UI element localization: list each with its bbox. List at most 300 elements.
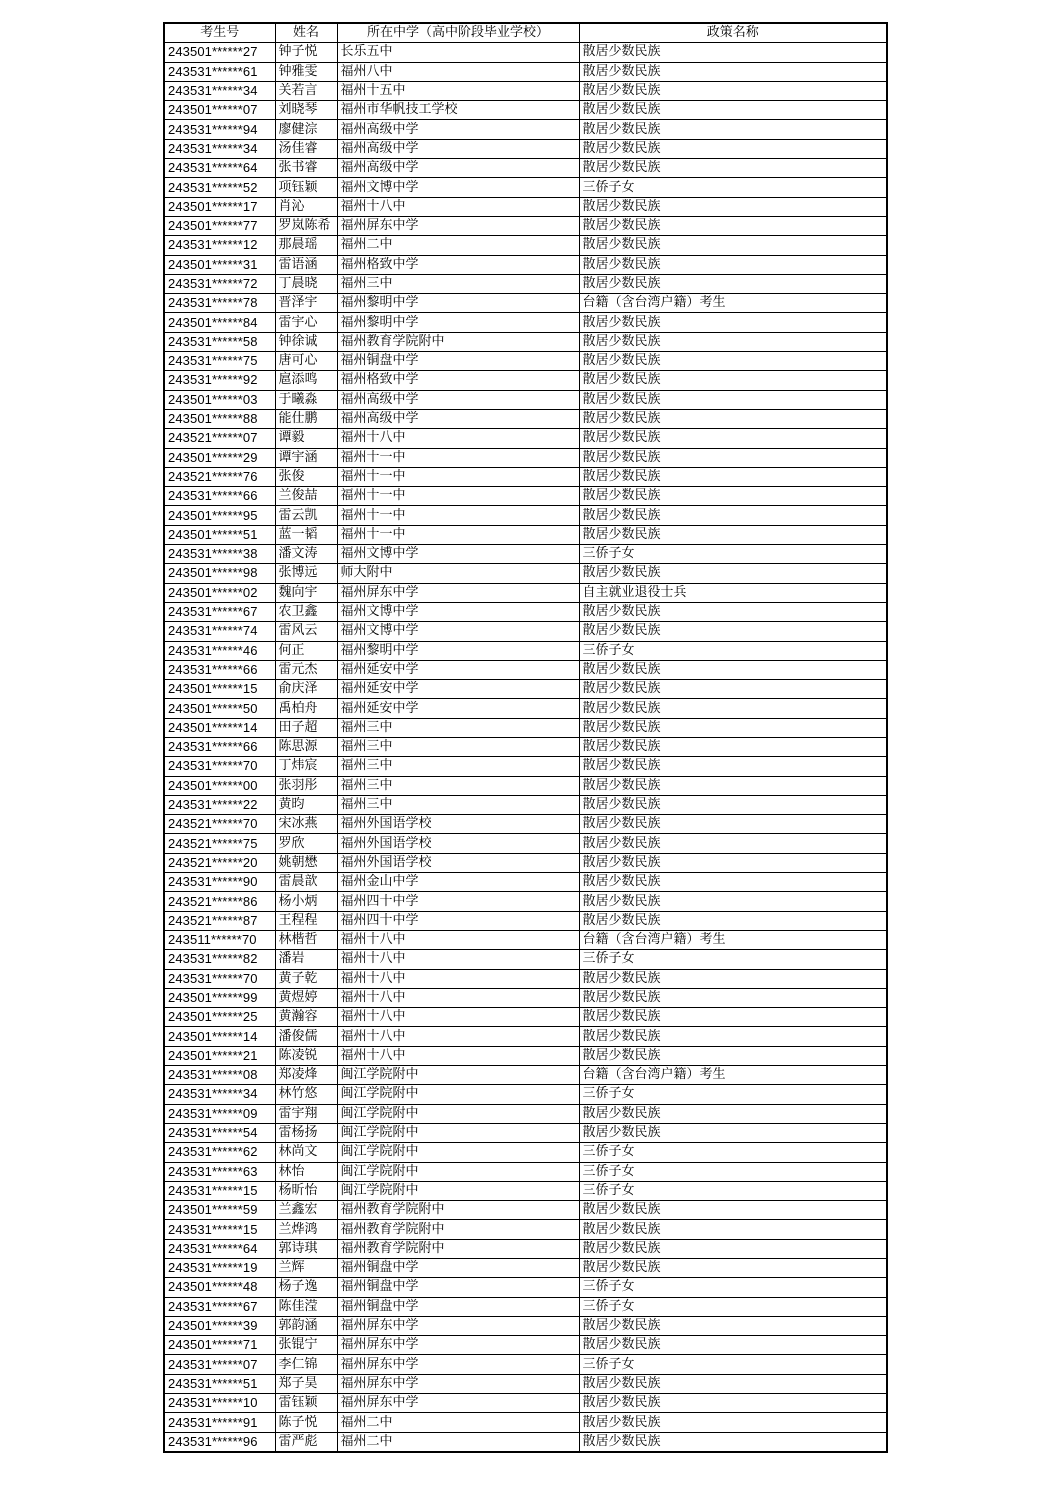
cell-policy: 散居少数民族 [579,1432,887,1452]
cell-school: 福州高级中学 [337,390,579,409]
cell-student-name: 农卫鑫 [275,602,337,621]
cell-policy: 散居少数民族 [579,216,887,235]
cell-school: 福州二中 [337,236,579,255]
cell-student-name: 关若言 [275,81,337,100]
cell-school: 福州四十中学 [337,911,579,930]
cell-student-name: 陈凌锐 [275,1046,337,1065]
cell-exam-id: 243531******91 [164,1413,275,1432]
cell-exam-id: 243501******00 [164,776,275,795]
cell-school: 福州十一中 [337,448,579,467]
table-row [164,602,887,621]
cell-policy: 散居少数民族 [579,622,887,641]
cell-school: 福州屏东中学 [337,1374,579,1393]
cell-school: 长乐五中 [337,43,579,62]
cell-school: 福州二中 [337,1413,579,1432]
table-row [164,1143,887,1162]
cell-exam-id: 243501******31 [164,255,275,274]
cell-exam-id: 243531******75 [164,352,275,371]
cell-exam-id: 243501******71 [164,1336,275,1355]
cell-policy: 散居少数民族 [579,1336,887,1355]
cell-school: 福州教育学院附中 [337,1201,579,1220]
table-row [164,409,887,428]
cell-student-name: 雷元杰 [275,660,337,679]
cell-exam-id: 243501******29 [164,448,275,467]
table-row [164,1239,887,1258]
cell-policy: 散居少数民族 [579,737,887,756]
cell-student-name: 能仕鹏 [275,409,337,428]
cell-exam-id: 243531******63 [164,1162,275,1181]
cell-exam-id: 243521******86 [164,892,275,911]
cell-policy: 散居少数民族 [579,988,887,1007]
cell-exam-id: 243531******10 [164,1394,275,1413]
cell-school: 闽江学院附中 [337,1104,579,1123]
cell-exam-id: 243531******34 [164,81,275,100]
table-row [164,1027,887,1046]
cell-school: 福州外国语学校 [337,815,579,834]
cell-student-name: 何正 [275,641,337,660]
table-row [164,583,887,602]
cell-policy: 散居少数民族 [579,43,887,62]
table-row [164,1104,887,1123]
cell-school: 福州教育学院附中 [337,1220,579,1239]
cell-student-name: 丁晨晓 [275,274,337,293]
cell-policy: 散居少数民族 [579,409,887,428]
cell-school: 闽江学院附中 [337,1181,579,1200]
cell-exam-id: 243501******39 [164,1316,275,1335]
cell-student-name: 张俊 [275,467,337,486]
cell-exam-id: 243531******07 [164,1355,275,1374]
table-row [164,120,887,139]
table-row [164,1201,887,1220]
cell-exam-id: 243531******08 [164,1066,275,1085]
cell-policy: 散居少数民族 [579,602,887,621]
cell-student-name: 林竹悠 [275,1085,337,1104]
cell-exam-id: 243511******70 [164,930,275,949]
cell-policy: 散居少数民族 [579,815,887,834]
cell-school: 福州金山中学 [337,873,579,892]
cell-exam-id: 243501******84 [164,313,275,332]
cell-exam-id: 243501******03 [164,390,275,409]
cell-student-name: 钟子悦 [275,43,337,62]
cell-school: 福州黎明中学 [337,313,579,332]
cell-exam-id: 243531******70 [164,757,275,776]
table-row [164,1278,887,1297]
cell-exam-id: 243531******34 [164,139,275,158]
cell-exam-id: 243501******25 [164,1008,275,1027]
table-row [164,718,887,737]
cell-policy: 散居少数民族 [579,776,887,795]
cell-student-name: 杨小炳 [275,892,337,911]
cell-exam-id: 243531******67 [164,602,275,621]
table-row [164,737,887,756]
cell-exam-id: 243531******12 [164,236,275,255]
cell-exam-id: 243531******54 [164,1123,275,1142]
table-row [164,1394,887,1413]
cell-policy: 散居少数民族 [579,274,887,293]
cell-policy: 散居少数民族 [579,911,887,930]
cell-school: 福州文博中学 [337,178,579,197]
cell-student-name: 兰鑫宏 [275,1201,337,1220]
cell-policy: 散居少数民族 [579,101,887,120]
table-row [164,101,887,120]
cell-exam-id: 243531******66 [164,660,275,679]
cell-exam-id: 243501******17 [164,197,275,216]
cell-exam-id: 243501******99 [164,988,275,1007]
table-row [164,313,887,332]
cell-exam-id: 243531******64 [164,159,275,178]
table-body [164,43,887,1452]
cell-policy: 三侨子女 [579,178,887,197]
cell-school: 福州文博中学 [337,622,579,641]
table-row [164,255,887,274]
table-row [164,641,887,660]
table-row [164,62,887,81]
cell-school: 福州高级中学 [337,139,579,158]
table-row [164,43,887,62]
cell-policy: 台籍（含台湾户籍）考生 [579,930,887,949]
cell-exam-id: 243531******90 [164,873,275,892]
cell-school: 福州二中 [337,1432,579,1452]
cell-school: 闽江学院附中 [337,1066,579,1085]
cell-policy: 散居少数民族 [579,1008,887,1027]
cell-exam-id: 243531******62 [164,1143,275,1162]
cell-school: 福州十八中 [337,930,579,949]
cell-school: 福州三中 [337,737,579,756]
cell-student-name: 潘俊儒 [275,1027,337,1046]
cell-exam-id: 243531******22 [164,795,275,814]
cell-policy: 三侨子女 [579,1143,887,1162]
cell-school: 福州黎明中学 [337,294,579,313]
cell-student-name: 罗欣 [275,834,337,853]
cell-exam-id: 243531******78 [164,294,275,313]
cell-policy: 三侨子女 [579,1162,887,1181]
cell-student-name: 黄煜婷 [275,988,337,1007]
table-row [164,1432,887,1452]
cell-exam-id: 243521******76 [164,467,275,486]
cell-policy: 散居少数民族 [579,680,887,699]
cell-student-name: 魏向宇 [275,583,337,602]
cell-exam-id: 243531******51 [164,1374,275,1393]
cell-student-name: 兰烨鸿 [275,1220,337,1239]
cell-policy: 散居少数民族 [579,564,887,583]
cell-policy: 散居少数民族 [579,1394,887,1413]
table-row [164,873,887,892]
cell-student-name: 潘文涛 [275,545,337,564]
cell-policy: 散居少数民族 [579,313,887,332]
cell-student-name: 钟徐诚 [275,332,337,351]
table-row [164,1413,887,1432]
cell-exam-id: 243531******09 [164,1104,275,1123]
roster-table [163,22,888,1453]
cell-student-name: 唐可心 [275,352,337,371]
cell-policy: 散居少数民族 [579,1046,887,1065]
cell-exam-id: 243501******88 [164,409,275,428]
header-name: 姓名 [275,23,337,43]
cell-student-name: 张书睿 [275,159,337,178]
cell-school: 福州屏东中学 [337,583,579,602]
cell-exam-id: 243531******94 [164,120,275,139]
cell-student-name: 宋冰燕 [275,815,337,834]
cell-exam-id: 243531******19 [164,1259,275,1278]
table-row [164,1162,887,1181]
cell-school: 福州铜盘中学 [337,1297,579,1316]
cell-student-name: 廖健淙 [275,120,337,139]
cell-student-name: 雷钰颖 [275,1394,337,1413]
cell-student-name: 陈子悦 [275,1413,337,1432]
cell-school: 福州格致中学 [337,371,579,390]
cell-school: 福州三中 [337,274,579,293]
cell-school: 福州高级中学 [337,159,579,178]
cell-exam-id: 243501******14 [164,718,275,737]
cell-policy: 散居少数民族 [579,487,887,506]
cell-exam-id: 243531******67 [164,1297,275,1316]
table-row [164,1297,887,1316]
table-row [164,390,887,409]
cell-school: 福州教育学院附中 [337,332,579,351]
cell-exam-id: 243531******66 [164,737,275,756]
table-row [164,988,887,1007]
cell-student-name: 雷云凯 [275,506,337,525]
cell-student-name: 李仁锦 [275,1355,337,1374]
table-row [164,853,887,872]
cell-student-name: 姚朝懋 [275,853,337,872]
cell-school: 福州三中 [337,718,579,737]
table-row [164,969,887,988]
cell-school: 福州四十中学 [337,892,579,911]
cell-policy: 散居少数民族 [579,525,887,544]
cell-student-name: 田子超 [275,718,337,737]
cell-school: 福州铜盘中学 [337,1278,579,1297]
cell-exam-id: 243531******34 [164,1085,275,1104]
cell-exam-id: 243531******70 [164,969,275,988]
cell-policy: 散居少数民族 [579,1220,887,1239]
cell-school: 福州文博中学 [337,545,579,564]
cell-policy: 散居少数民族 [579,1104,887,1123]
cell-student-name: 汤佳睿 [275,139,337,158]
cell-student-name: 兰俊喆 [275,487,337,506]
cell-school: 福州十一中 [337,525,579,544]
table-row [164,930,887,949]
table-row [164,197,887,216]
cell-school: 福州屏东中学 [337,216,579,235]
cell-policy: 三侨子女 [579,1278,887,1297]
cell-policy: 散居少数民族 [579,1027,887,1046]
table-row [164,429,887,448]
table-row [164,564,887,583]
cell-school: 福州教育学院附中 [337,1239,579,1258]
cell-school: 福州屏东中学 [337,1316,579,1335]
cell-student-name: 雷风云 [275,622,337,641]
cell-policy: 散居少数民族 [579,352,887,371]
cell-exam-id: 243531******15 [164,1220,275,1239]
cell-policy: 散居少数民族 [579,718,887,737]
table-row [164,1220,887,1239]
cell-exam-id: 243521******07 [164,429,275,448]
cell-policy: 散居少数民族 [579,236,887,255]
table-row [164,680,887,699]
cell-policy: 散居少数民族 [579,853,887,872]
cell-exam-id: 243521******87 [164,911,275,930]
table-row [164,1316,887,1335]
cell-school: 福州铜盘中学 [337,352,579,371]
cell-student-name: 禹柏舟 [275,699,337,718]
table-row [164,332,887,351]
cell-student-name: 谭宇涵 [275,448,337,467]
cell-policy: 散居少数民族 [579,873,887,892]
table-row [164,757,887,776]
cell-policy: 散居少数民族 [579,795,887,814]
cell-exam-id: 243521******75 [164,834,275,853]
cell-policy: 散居少数民族 [579,448,887,467]
cell-school: 闽江学院附中 [337,1085,579,1104]
table-row [164,178,887,197]
cell-school: 福州高级中学 [337,409,579,428]
cell-school: 福州延安中学 [337,660,579,679]
table-row [164,525,887,544]
cell-school: 福州外国语学校 [337,834,579,853]
cell-exam-id: 243501******07 [164,101,275,120]
cell-school: 福州屏东中学 [337,1336,579,1355]
cell-exam-id: 243501******14 [164,1027,275,1046]
cell-policy: 散居少数民族 [579,1374,887,1393]
table-row [164,274,887,293]
table-row [164,1066,887,1085]
table-row [164,660,887,679]
cell-policy: 散居少数民族 [579,371,887,390]
cell-school: 福州十八中 [337,950,579,969]
cell-school: 福州十八中 [337,1046,579,1065]
cell-student-name: 雷严彪 [275,1432,337,1452]
header-exam-id: 考生号 [164,23,275,43]
cell-school: 福州延安中学 [337,680,579,699]
cell-school: 福州外国语学校 [337,853,579,872]
cell-policy: 三侨子女 [579,1085,887,1104]
cell-exam-id: 243531******64 [164,1239,275,1258]
cell-policy: 散居少数民族 [579,1259,887,1278]
cell-student-name: 项钰颖 [275,178,337,197]
table-row [164,139,887,158]
cell-student-name: 林尚文 [275,1143,337,1162]
cell-policy: 散居少数民族 [579,660,887,679]
cell-student-name: 郭韵涵 [275,1316,337,1335]
table-row [164,1355,887,1374]
cell-student-name: 郑凌烽 [275,1066,337,1085]
cell-student-name: 雷宇心 [275,313,337,332]
cell-policy: 散居少数民族 [579,81,887,100]
cell-exam-id: 243521******70 [164,815,275,834]
table-row [164,1123,887,1142]
cell-policy: 三侨子女 [579,950,887,969]
table-row [164,834,887,853]
header-policy: 政策名称 [579,23,887,43]
cell-exam-id: 243501******59 [164,1201,275,1220]
cell-exam-id: 243531******96 [164,1432,275,1452]
cell-school: 福州十一中 [337,467,579,486]
cell-policy: 散居少数民族 [579,892,887,911]
cell-student-name: 俞庆泽 [275,680,337,699]
cell-policy: 三侨子女 [579,641,887,660]
cell-school: 福州八中 [337,62,579,81]
cell-policy: 散居少数民族 [579,1123,887,1142]
cell-exam-id: 243501******02 [164,583,275,602]
cell-exam-id: 243531******38 [164,545,275,564]
table-row [164,1085,887,1104]
table-row [164,950,887,969]
cell-policy: 散居少数民族 [579,467,887,486]
table-row [164,294,887,313]
cell-student-name: 张羽彤 [275,776,337,795]
table-row [164,1374,887,1393]
cell-policy: 三侨子女 [579,1181,887,1200]
cell-policy: 三侨子女 [579,545,887,564]
cell-exam-id: 243531******66 [164,487,275,506]
cell-student-name: 郭诗琪 [275,1239,337,1258]
cell-school: 福州文博中学 [337,602,579,621]
table-row [164,467,887,486]
cell-student-name: 肖沁 [275,197,337,216]
cell-student-name: 黄瀚容 [275,1008,337,1027]
cell-school: 福州十八中 [337,988,579,1007]
cell-policy: 散居少数民族 [579,834,887,853]
cell-student-name: 张博远 [275,564,337,583]
table-row [164,1259,887,1278]
cell-policy: 散居少数民族 [579,757,887,776]
cell-student-name: 杨子逸 [275,1278,337,1297]
cell-policy: 三侨子女 [579,1355,887,1374]
cell-student-name: 张锟宁 [275,1336,337,1355]
cell-student-name: 刘晓琴 [275,101,337,120]
cell-student-name: 钟雅雯 [275,62,337,81]
cell-policy: 散居少数民族 [579,120,887,139]
cell-policy: 散居少数民族 [579,332,887,351]
cell-school: 闽江学院附中 [337,1162,579,1181]
cell-policy: 台籍（含台湾户籍）考生 [579,294,887,313]
cell-exam-id: 243531******46 [164,641,275,660]
cell-school: 福州十八中 [337,1008,579,1027]
cell-school: 福州十八中 [337,1027,579,1046]
cell-exam-id: 243531******15 [164,1181,275,1200]
cell-school: 福州十一中 [337,487,579,506]
cell-student-name: 那晨瑶 [275,236,337,255]
cell-policy: 散居少数民族 [579,139,887,158]
table-row [164,448,887,467]
cell-school: 福州屏东中学 [337,1355,579,1374]
cell-exam-id: 243531******72 [164,274,275,293]
cell-exam-id: 243501******77 [164,216,275,235]
cell-student-name: 雷杨扬 [275,1123,337,1142]
table-row [164,911,887,930]
table-row [164,795,887,814]
cell-exam-id: 243501******50 [164,699,275,718]
cell-school: 福州三中 [337,776,579,795]
table-row [164,699,887,718]
cell-exam-id: 243501******15 [164,680,275,699]
cell-policy: 散居少数民族 [579,1316,887,1335]
cell-school: 福州黎明中学 [337,641,579,660]
cell-exam-id: 243501******27 [164,43,275,62]
cell-student-name: 丁炜宸 [275,757,337,776]
cell-exam-id: 243501******21 [164,1046,275,1065]
cell-student-name: 雷晨歆 [275,873,337,892]
cell-student-name: 潘岩 [275,950,337,969]
table-row [164,1046,887,1065]
cell-student-name: 于曦淼 [275,390,337,409]
table-row [164,1008,887,1027]
cell-exam-id: 243531******58 [164,332,275,351]
table-row [164,892,887,911]
table-row [164,622,887,641]
cell-exam-id: 243501******51 [164,525,275,544]
